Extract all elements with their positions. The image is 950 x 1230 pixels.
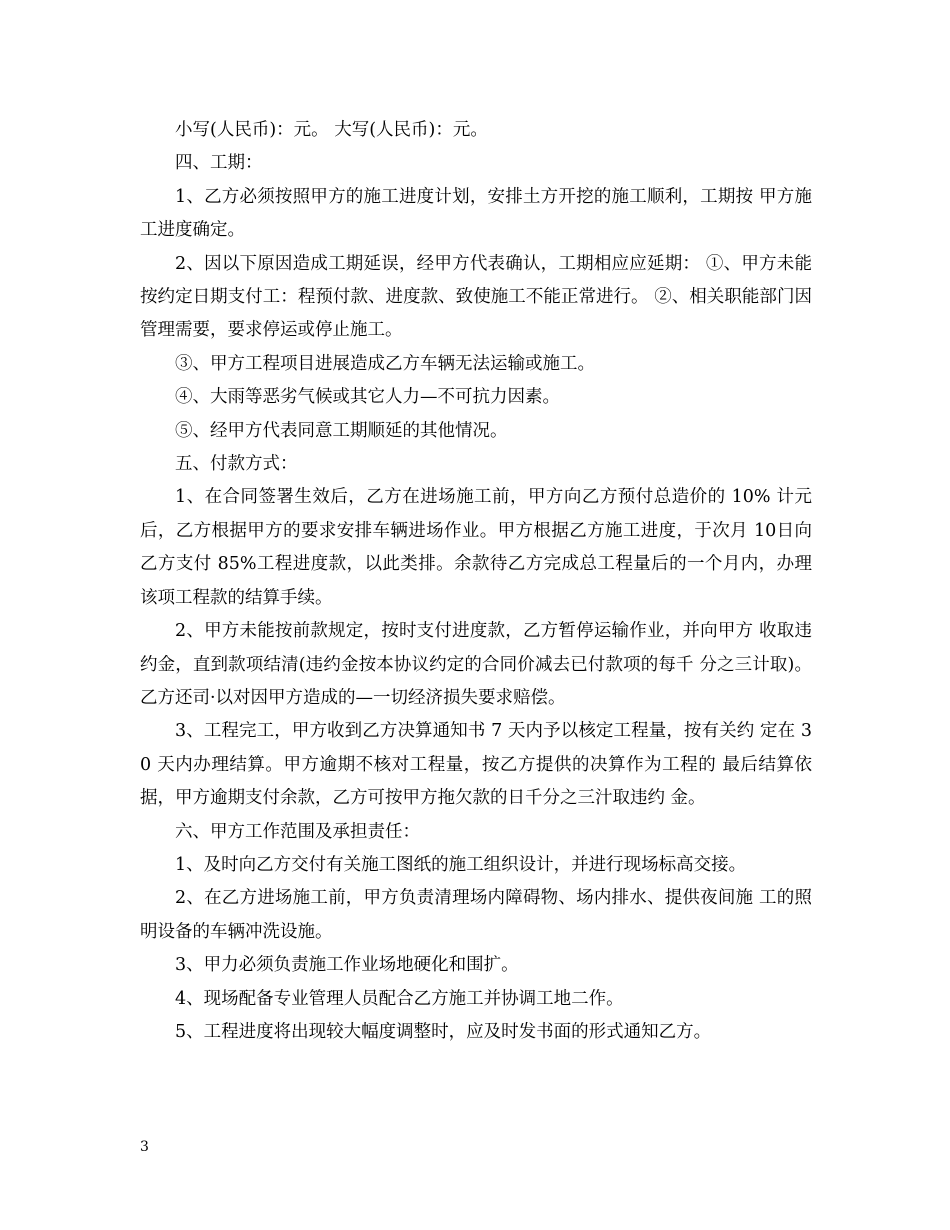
document-body <box>140 114 812 1049</box>
paragraph-responsibility-5: 5、工程进度将出现较大幅度调整时，应及时发书面的形式通知乙方。 <box>175 1021 712 1042</box>
paragraph-responsibility-2: 2、在乙方进场施工前，甲方负责清理场内障碍物、场内排水、提供夜间施 工的照明设备的车辆冲洗设施。 <box>140 888 812 942</box>
paragraph-payment-1: 1、在合同签署生效后，乙方在进场施工前，甲方向乙方预付总造价的 10% 计元后，乙方根据甲方的要求安排车辆进场作业。甲方根据乙方施工进度，于次月 10日向乙方支付 85%工程进度款，以此类排。余款待乙方完成总工程量后的一个月内，办理该项工程款的结算手续。 <box>140 487 812 608</box>
paragraph-payment-2: 2、甲方未能按前款规定，按时支付进度款，乙方暂停运输作业，并向甲方 收取违约金，直到款项结清(违约金按本协议约定的合同价减去已付款项的每千 分之三计取)。乙方还司·以对因甲方造成的—一切经济损失要求赔偿。 <box>140 621 812 708</box>
section-heading-responsibilities: 六、甲方工作范围及承担责任： <box>175 821 420 842</box>
paragraph-schedule-2: 2、因以下原因造成工期延误，经甲方代表确认，工期相应应延期： ①、甲方未能按约定日期支付工：程预付款、进度款、致使施工不能正常进行。 ②、相关职能部门因管理需要，要求停运或停止施工。 <box>140 253 812 341</box>
paragraph-schedule-item-3: ③、甲方工程项目进展造成乙方车辆无法运输或施工。 <box>175 353 595 374</box>
section-heading-schedule: 四、工期： <box>175 153 263 174</box>
paragraph-schedule-item-5: ⑤、经甲方代表同意工期顺延的其他情况。 <box>175 420 508 441</box>
paragraph-payment-3: 3、工程完工，甲方收到乙方决算通知书 7 天内予以核定工程量，按有关约 定在 30 天内办理结算。甲方逾期不核对工程量，按乙方提供的决算作为工程的 最后结算依据，甲方逾期支付余款，乙方可按甲方拖欠款的日千分之三汁取违约 金。 <box>140 721 812 809</box>
paragraph-responsibility-3: 3、甲力必须负责施工作业场地硬化和围扩。 <box>175 955 519 976</box>
paragraph-schedule-1: 1、乙方必须按照甲方的施工进度计划，安排土方开挖的施工顺利，工期按 甲方施工进度确定。 <box>140 186 812 241</box>
paragraph-amount: 小写(人民币)：元。 大写(人民币)：元。 <box>175 120 488 140</box>
paragraph-responsibility-4: 4、现场配备专业管理人员配合乙方施工并协调工地二作。 <box>175 988 624 1009</box>
paragraph-schedule-item-4: ④、大雨等恶劣气候或其它人力—不可抗力因素。 <box>175 387 560 408</box>
section-heading-payment: 五、付款方式： <box>175 454 298 475</box>
page-number: 3 <box>140 1139 149 1155</box>
paragraph-responsibility-1: 1、及时向乙方交付有关施工图纸的施工组织设计，并进行现场标高交接。 <box>175 854 747 875</box>
